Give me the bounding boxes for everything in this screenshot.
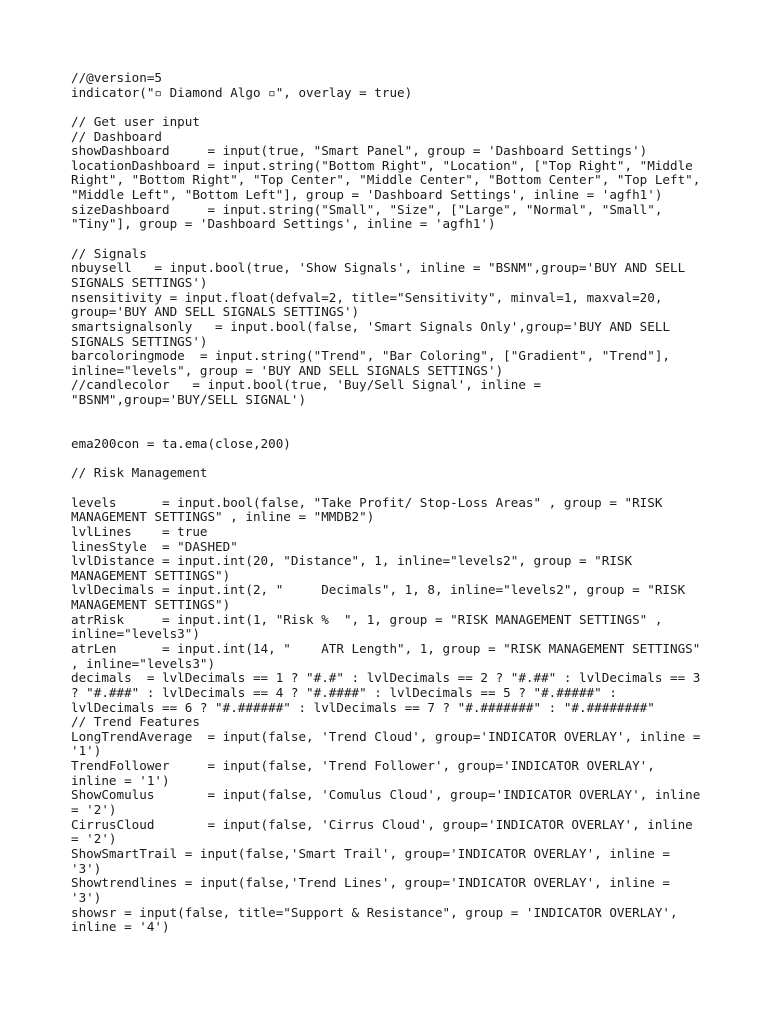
code-line: lvlLines = true bbox=[71, 523, 208, 539]
code-line: // Get user input bbox=[71, 113, 200, 129]
blank-line bbox=[71, 422, 711, 437]
code-line: lvlDecimals = input.int(2, " Decimals", 1, 8, inline="levels2", group = "RISK bbox=[71, 582, 686, 598]
code-line: inline = '4') bbox=[71, 919, 170, 935]
code-line: // Risk Management bbox=[71, 465, 208, 481]
code-line: // Trend Features bbox=[71, 714, 200, 730]
code-line: CirrusCloud = input(false, 'Cirrus Cloud', group='INDICATOR OVERLAY', inline bbox=[71, 816, 693, 832]
code-line: "BSNM",group='BUY/SELL SIGNAL') bbox=[71, 392, 307, 408]
code-line: '3') bbox=[71, 889, 102, 905]
code-line: LongTrendAverage = input(false, 'Trend Cloud', group='INDICATOR OVERLAY', inline = bbox=[71, 728, 701, 744]
code-line: linesStyle = "DASHED" bbox=[71, 538, 238, 554]
code-line: TrendFollower = input(false, 'Trend Follower', group='INDICATOR OVERLAY', bbox=[71, 758, 655, 774]
code-line: ? "#.###" : lvlDecimals == 4 ? "#.####" : lvlDecimals == 5 ? "#.#####" : bbox=[71, 684, 617, 700]
code-line: '1') bbox=[71, 743, 102, 759]
code-line: atrLen = input.int(14, " ATR Length", 1, group = "RISK MANAGEMENT SETTINGS" bbox=[71, 640, 701, 656]
code-line: Showtrendlines = input(false,'Trend Lines', group='INDICATOR OVERLAY', inline = bbox=[71, 875, 670, 891]
code-line: smartsignalsonly = input.bool(false, 'Smart Signals Only',group='BUY AND SELL bbox=[71, 318, 670, 334]
code-line: Right", "Bottom Right", "Top Center", "Middle Center", "Bottom Center", "Top Left", bbox=[71, 172, 701, 188]
code-line: barcoloringmode = input.string("Trend", "Bar Coloring", ["Gradient", "Trend"], bbox=[71, 348, 670, 364]
code-line: lvlDistance = input.int(20, "Distance", 1, inline="levels2", group = "RISK bbox=[71, 553, 633, 569]
blank-line bbox=[71, 232, 711, 247]
code-line: inline = '1') bbox=[71, 772, 170, 788]
code-line: SIGNALS SETTINGS') bbox=[71, 333, 208, 349]
blank-line bbox=[71, 100, 711, 115]
code-line: levels = input.bool(false, "Take Profit/ Stop-Loss Areas" , group = "RISK bbox=[71, 494, 663, 510]
code-line: MANAGEMENT SETTINGS") bbox=[71, 567, 231, 583]
code-line: // Signals bbox=[71, 245, 147, 261]
code-line: ema200con = ta.ema(close,200) bbox=[71, 436, 291, 452]
code-line: ShowSmartTrail = input(false,'Smart Trail', group='INDICATOR OVERLAY', inline = bbox=[71, 845, 670, 861]
code-line: sizeDashboard = input.string("Small", "Size", ["Large", "Normal", "Small", bbox=[71, 201, 663, 217]
blank-line bbox=[71, 481, 711, 496]
code-line: group='BUY AND SELL SIGNALS SETTINGS') bbox=[71, 304, 360, 320]
code-line: showDashboard = input(true, "Smart Panel", group = 'Dashboard Settings') bbox=[71, 143, 648, 159]
code-line: decimals = lvlDecimals == 1 ? "#.#" : lvlDecimals == 2 ? "#.##" : lvlDecimals == 3 bbox=[71, 670, 701, 686]
code-line: "Tiny"], group = 'Dashboard Settings', inline = 'agfh1') bbox=[71, 216, 496, 232]
code-line: MANAGEMENT SETTINGS") bbox=[71, 597, 231, 613]
code-line: locationDashboard = input.string("Bottom Right", "Location", ["Top Right", "Middle bbox=[71, 157, 693, 173]
code-line: SIGNALS SETTINGS') bbox=[71, 274, 208, 290]
code-line: "Middle Left", "Bottom Left"], group = 'Dashboard Settings', inline = 'agfh1') bbox=[71, 187, 663, 203]
code-line: ShowComulus = input(false, 'Comulus Cloud', group='INDICATOR OVERLAY', inline bbox=[71, 787, 701, 803]
code-line: //@version=5 bbox=[71, 70, 162, 85]
code-line: , inline="levels3") bbox=[71, 655, 216, 671]
blank-line bbox=[71, 452, 711, 467]
blank-line bbox=[71, 408, 711, 423]
code-line: //candlecolor = input.bool(true, 'Buy/Sell Signal', inline = bbox=[71, 377, 542, 393]
code-line: nbuysell = input.bool(true, 'Show Signals', inline = "BSNM",group='BUY AND SELL bbox=[71, 260, 686, 276]
code-line: = '2') bbox=[71, 802, 117, 818]
code-line: lvlDecimals == 6 ? "#.######" : lvlDecimals == 7 ? "#.#######" : "#.########" bbox=[71, 699, 655, 715]
code-line: // Dashboard bbox=[71, 128, 162, 144]
code-line: inline="levels3") bbox=[71, 626, 200, 642]
code-line: MANAGEMENT SETTINGS" , inline = "MMDB2") bbox=[71, 509, 375, 525]
code-line: = '2') bbox=[71, 831, 117, 847]
code-line: atrRisk = input.int(1, "Risk % ", 1, group = "RISK MANAGEMENT SETTINGS" , bbox=[71, 611, 663, 627]
code-document bbox=[71, 71, 711, 935]
code-line: showsr = input(false, title="Support & Resistance", group = 'INDICATOR OVERLAY', bbox=[71, 904, 678, 920]
code-line: '3') bbox=[71, 860, 102, 876]
code-line: nsensitivity = input.float(defval=2, title="Sensitivity", minval=1, maxval=20, bbox=[71, 289, 663, 305]
code-line: inline="levels", group = 'BUY AND SELL SIGNALS SETTINGS') bbox=[71, 362, 504, 378]
code-line: indicator("▫ Diamond Algo ▫", overlay = true) bbox=[71, 84, 413, 100]
